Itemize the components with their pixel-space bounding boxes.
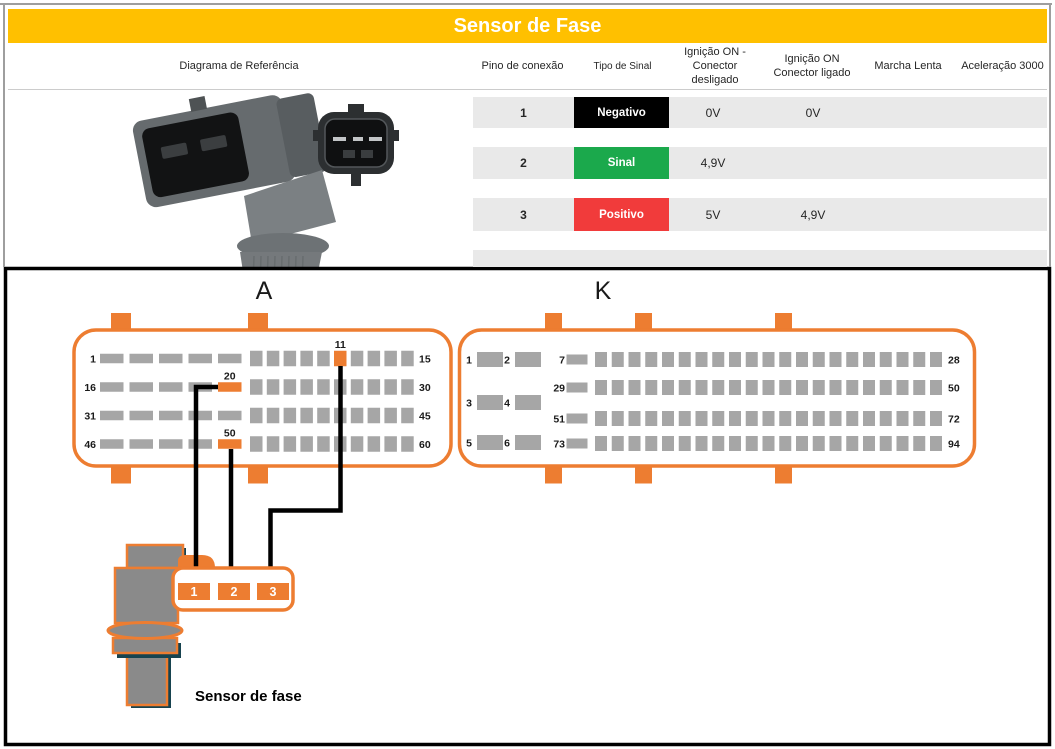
sensor-sub-block (113, 638, 177, 653)
connector-k-pin (712, 411, 724, 426)
connector-k-pin (729, 436, 741, 451)
connector-k-big-pin-label: 3 (466, 397, 472, 410)
connector-face-bottom-stem (351, 174, 361, 186)
connector-k-big-pin (477, 395, 503, 410)
connector-a-row-end-label: 30 (419, 381, 431, 394)
connector-face-pin-slot (369, 137, 382, 141)
connector-a-pin (384, 408, 397, 424)
connector-a-pin (159, 439, 183, 449)
top-border-line (0, 3, 1052, 5)
connector-k-pin (846, 436, 858, 451)
connector-a-tab (111, 466, 131, 484)
connector-a-pin (267, 379, 280, 395)
connector-k-pin (679, 411, 691, 426)
connector-a-row-start-label: 16 (84, 381, 96, 394)
highlighted-pin-label: 20 (223, 370, 236, 383)
connector-face-key (361, 150, 373, 158)
connector-k-big-pin (515, 435, 541, 450)
acel-value (950, 97, 1047, 128)
connector-k-pin (930, 380, 942, 395)
connector-k-pin (729, 380, 741, 395)
connector-k-pin (645, 436, 657, 451)
connector-a-pin (384, 379, 397, 395)
connector-a-pin (284, 379, 297, 395)
connector-k-pin (629, 436, 641, 451)
connector-k-pin (612, 436, 624, 451)
connector-k-pin (612, 352, 624, 367)
connector-a-pin (401, 379, 414, 395)
connector-k-pin (880, 411, 892, 426)
connector-k-pin (662, 352, 674, 367)
connector-k-pin (880, 352, 892, 367)
connector-k-big-pin (515, 352, 541, 367)
connector-a-pin (317, 436, 330, 452)
marcha-value (858, 147, 958, 179)
connector-k-big-pin (477, 435, 503, 450)
connector-k-pin (897, 436, 909, 451)
sensor-connector-pin-label: 2 (230, 585, 238, 599)
column-header-ignicao-off: Ignição ON - Conector desligado (684, 45, 746, 87)
connector-face-pin-slot (353, 137, 363, 141)
connector-k-pin (567, 355, 588, 365)
connector-k-pin (846, 380, 858, 395)
connector-k-tab (775, 466, 792, 484)
connector-k-pin (696, 352, 708, 367)
connector-k-pin (612, 380, 624, 395)
connector-k-pin (595, 352, 607, 367)
page-title: Sensor de Fase (8, 9, 1047, 43)
connector-a-pin (159, 411, 183, 421)
sensor-flange (108, 623, 182, 639)
connector-k-pin (913, 352, 925, 367)
connector-k-pin (679, 380, 691, 395)
connector-k-pin (712, 380, 724, 395)
connector-a-pin (384, 351, 397, 367)
connector-a-pin (300, 436, 313, 452)
sensor-connector-pin-label: 1 (190, 585, 198, 599)
connector-a-highlighted-pin (218, 382, 242, 392)
connector-a-pin (189, 411, 213, 421)
acel-value (950, 147, 1047, 179)
connector-k-big-pin (515, 395, 541, 410)
connector-a-pin (368, 351, 381, 367)
connector-k-pin (595, 411, 607, 426)
signal-badge: Negativo (574, 97, 669, 128)
connector-k-pin (813, 352, 825, 367)
signal-badge: Positivo (574, 198, 669, 231)
connector-k-pin (863, 380, 875, 395)
connector-k-pin (863, 352, 875, 367)
highlighted-pin-label: 11 (334, 338, 346, 351)
sensor-caption: Sensor de fase (195, 688, 302, 705)
acel-value (950, 198, 1047, 231)
connector-a-pin (250, 379, 263, 395)
connector-a-pin (189, 354, 213, 364)
connector-k-pin (930, 411, 942, 426)
connector-k-pin (830, 411, 842, 426)
connector-face-pin-slot (333, 137, 346, 141)
connector-k-pin (712, 352, 724, 367)
connector-k-tab (545, 466, 562, 484)
connector-a-pin (300, 408, 313, 424)
connector-k-pin (897, 380, 909, 395)
connector-k-row-start-label: 7 (559, 354, 565, 367)
connector-k-pin (796, 411, 808, 426)
connector-a-pin (159, 382, 183, 392)
connector-a-pin (267, 408, 280, 424)
connector-a-pin (284, 436, 297, 452)
connector-a-pin (267, 436, 280, 452)
connector-k-row-end-label: 72 (948, 413, 960, 426)
column-header-diagrama: Diagrama de Referência (179, 59, 299, 72)
connector-k-pin (679, 352, 691, 367)
connector-a-pin (351, 408, 364, 424)
connector-a-pin (100, 354, 124, 364)
connector-a-pin (250, 351, 263, 367)
connector-a-pin (384, 436, 397, 452)
connector-a-row-end-label: 15 (419, 353, 431, 366)
connector-k-pin (645, 352, 657, 367)
connector-k-row-start-label: 29 (553, 382, 565, 395)
column-header-ignicao-on: Ignição ON Conector ligado (773, 52, 851, 79)
connector-k-row-end-label: 28 (948, 354, 960, 367)
connector-a-pin (130, 439, 154, 449)
connector-k-pin (729, 352, 741, 367)
connector-k-pin (913, 411, 925, 426)
column-header-pino: Pino de conexão (481, 59, 564, 72)
connector-a-pin (130, 382, 154, 392)
marcha-value (858, 198, 958, 231)
connector-k-big-pin (477, 352, 503, 367)
connector-k-pin (830, 436, 842, 451)
sensor-connector-pin-label: 3 (269, 585, 277, 599)
connector-k-row-end-label: 94 (948, 438, 960, 451)
left-border-line (3, 3, 5, 267)
connector-k-pin (846, 411, 858, 426)
connector-k-pin (662, 436, 674, 451)
connector-k-pin (897, 411, 909, 426)
connector-a-pin (368, 408, 381, 424)
connector-a-pin (250, 408, 263, 424)
marcha-value (858, 97, 958, 128)
connector-k-pin (696, 436, 708, 451)
connector-a-pin (401, 408, 414, 424)
connector-a-pin (100, 439, 124, 449)
connector-k-pin (679, 436, 691, 451)
connector-k-pin (696, 411, 708, 426)
connector-a-pin (368, 379, 381, 395)
connector-k-pin (796, 352, 808, 367)
connector-a-tab (248, 466, 268, 484)
sensor-probe (127, 653, 167, 705)
connector-k-pin (629, 380, 641, 395)
connector-k-pin (763, 411, 775, 426)
connector-a-pin (100, 382, 124, 392)
connector-k-pin (930, 436, 942, 451)
connector-a-pin (368, 436, 381, 452)
connector-k-row-end-label: 50 (948, 382, 960, 395)
connector-a-label: A (255, 277, 273, 305)
connector-a-row-start-label: 46 (84, 438, 96, 451)
connector-k-pin (729, 411, 741, 426)
connector-face-cavity (325, 119, 387, 167)
signal-badge: Sinal (574, 147, 669, 179)
connector-k-pin (846, 352, 858, 367)
connector-a-pin (267, 351, 280, 367)
connector-k-pin (930, 352, 942, 367)
ign-on-value (763, 147, 863, 179)
connector-k-row-start-label: 51 (553, 413, 565, 426)
table-row (473, 198, 1047, 231)
connector-k-pin (796, 436, 808, 451)
connector-k-pin (913, 380, 925, 395)
ign-off-value: 5V (705, 207, 721, 222)
connector-k-pin (779, 411, 791, 426)
sensor-top-block (127, 545, 183, 568)
sensor-main-block (115, 568, 178, 623)
connector-k-pin (880, 380, 892, 395)
connector-k-pin (712, 436, 724, 451)
table-row (473, 97, 1047, 128)
connector-k-pin (746, 436, 758, 451)
connector-a-pin (189, 439, 213, 449)
connector-a-pin (317, 408, 330, 424)
connector-k-pin (779, 352, 791, 367)
connector-a-pin (218, 354, 242, 364)
connector-k-pin (813, 411, 825, 426)
connector-k-tab (635, 466, 652, 484)
connector-a-pin (284, 351, 297, 367)
ign-off-value: 4,9V (700, 156, 726, 170)
connector-k-pin (595, 436, 607, 451)
connector-k-pin (897, 352, 909, 367)
pin-number: 2 (520, 156, 527, 170)
connector-k-pin (763, 352, 775, 367)
connector-k-big-pin-label: 5 (466, 437, 472, 450)
connector-k-row-start-label: 73 (553, 438, 565, 451)
connector-k-pin (880, 436, 892, 451)
connector-k-pin (662, 411, 674, 426)
connector-k-pin (662, 380, 674, 395)
connector-a-pin (159, 354, 183, 364)
column-header-tipo: Tipo de Sinal (593, 60, 652, 72)
connector-a-pin (300, 379, 313, 395)
table-row (473, 147, 1047, 179)
highlighted-pin-label: 50 (223, 427, 236, 440)
connector-k-pin (830, 352, 842, 367)
connector-a-pin (351, 379, 364, 395)
connector-a-highlighted-pin (334, 351, 347, 367)
connector-a-row-start-label: 1 (90, 353, 96, 366)
connector-k-pin (696, 380, 708, 395)
connector-a-row-start-label: 31 (84, 410, 96, 423)
connector-a-pin (351, 351, 364, 367)
connector-a-pin (130, 411, 154, 421)
connector-k-pin (779, 436, 791, 451)
connector-k-pin (863, 411, 875, 426)
table-row-empty (473, 250, 1047, 267)
connector-k-pin (913, 436, 925, 451)
connector-k-pin (567, 383, 588, 393)
connector-a-pin (250, 436, 263, 452)
connector-k-pin (830, 380, 842, 395)
connector-k-big-pin-label: 2 (504, 354, 510, 367)
connector-a-pin (351, 436, 364, 452)
connector-k-pin (612, 411, 624, 426)
connector-face-key (343, 150, 355, 158)
connector-a-pin (317, 351, 330, 367)
connector-k-pin (645, 411, 657, 426)
connector-k-big-pin-label: 1 (466, 354, 472, 367)
connector-a-pin (300, 351, 313, 367)
connector-a-pin (317, 379, 330, 395)
connector-a-pin (130, 354, 154, 364)
connector-k-pin (863, 436, 875, 451)
ign-on-value: 0V (805, 105, 821, 120)
connector-k-pin (746, 411, 758, 426)
connector-k-label: K (594, 277, 612, 305)
pin-number: 1 (520, 105, 527, 120)
column-header-aceleracao: Aceleração 3000 (961, 59, 1044, 72)
connector-k-pin (763, 380, 775, 395)
pin-number: 3 (520, 207, 527, 222)
ign-off-value: 0V (705, 105, 721, 120)
connector-k-pin (779, 380, 791, 395)
connector-k-big-pin-label: 6 (504, 437, 510, 450)
connector-a-pin (401, 436, 414, 452)
connector-k-pin (813, 380, 825, 395)
connector-k-pin (629, 352, 641, 367)
connector-a-pin (100, 411, 124, 421)
connector-k-pin (567, 439, 588, 449)
connector-k-pin (796, 380, 808, 395)
connector-k-pin (595, 380, 607, 395)
connector-a-highlighted-pin (218, 439, 242, 449)
connector-a-row-end-label: 60 (419, 438, 431, 451)
header-separator (8, 89, 1047, 90)
connector-a-pin (401, 351, 414, 367)
connector-a-pin (218, 411, 242, 421)
connector-a-row-end-label: 45 (419, 410, 431, 423)
connector-k-big-pin-label: 4 (504, 397, 510, 410)
connector-k-pin (645, 380, 657, 395)
column-header-marcha: Marcha Lenta (874, 59, 942, 72)
connector-k-pin (813, 436, 825, 451)
connector-a-pin (284, 408, 297, 424)
connector-k-pin (746, 352, 758, 367)
connector-k-pin (567, 414, 588, 424)
ign-on-value: 4,9V (800, 207, 826, 222)
connector-k-pin (629, 411, 641, 426)
connector-k-pin (746, 380, 758, 395)
connector-k-pin (763, 436, 775, 451)
